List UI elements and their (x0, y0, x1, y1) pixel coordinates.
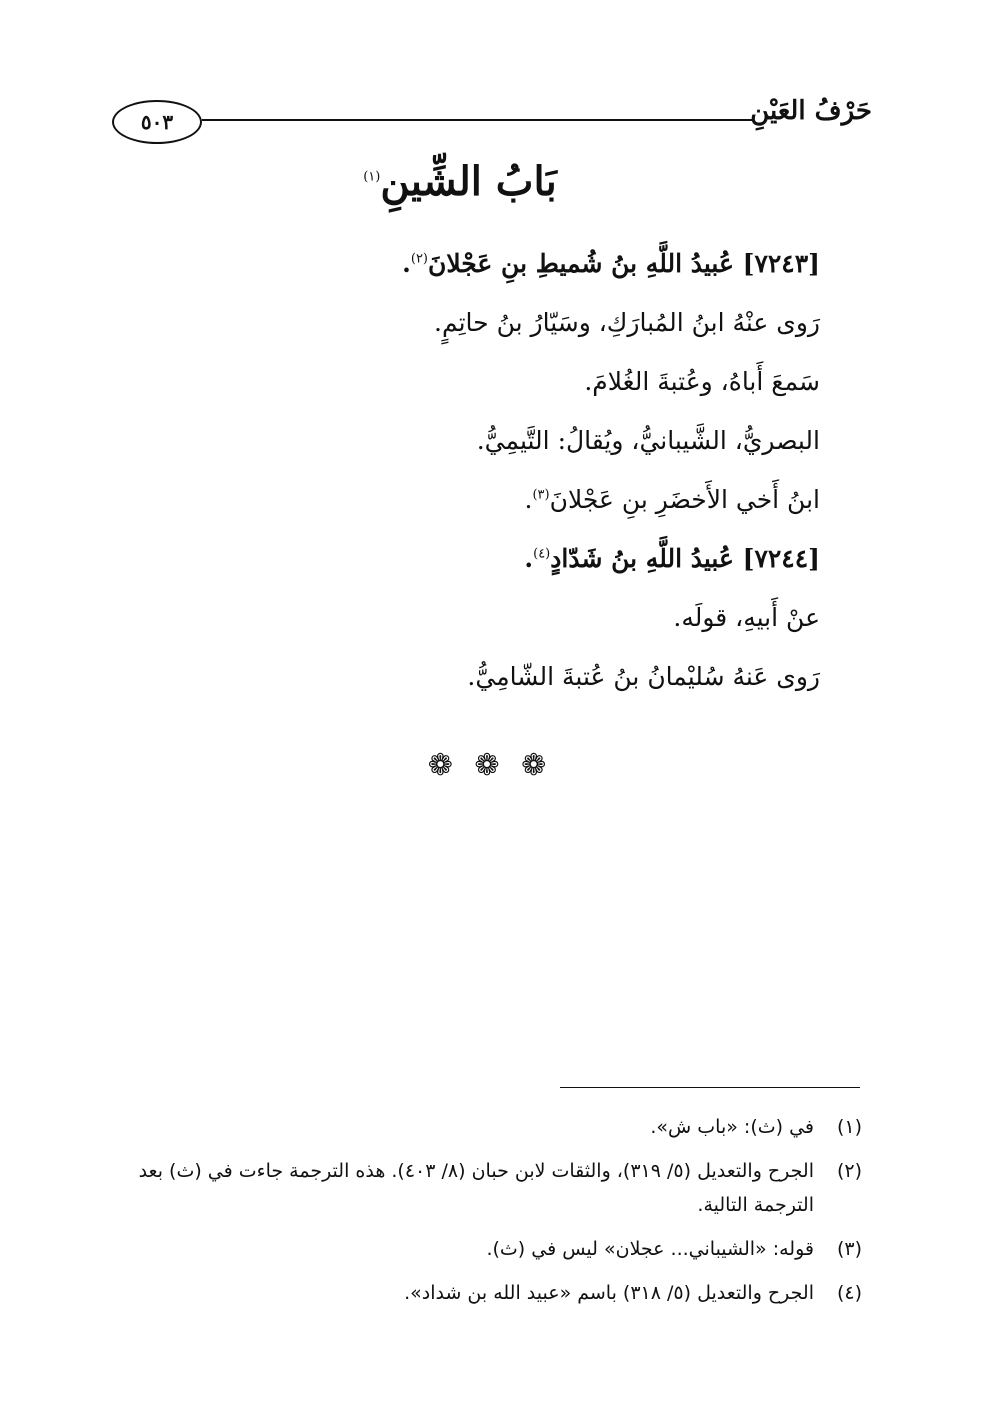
entry-suffix: . (524, 544, 534, 573)
footnote-text: الجرح والتعديل (٥/ ٣١٨) باسم «عبيد الله بن شداد». (404, 1282, 814, 1304)
footnote-1 (118, 1110, 862, 1144)
chapter-title (300, 158, 620, 205)
entry-heading-7243 (160, 244, 820, 303)
entry-number: [٧٢٤٣] (742, 249, 820, 278)
chapter-title-text: بَابُ الشِّينِ (380, 158, 557, 205)
footnote-number: (٢) (836, 1160, 862, 1182)
entry-heading-7244 (160, 539, 820, 598)
text-line: البصريُّ، الشَّيبانيُّ، ويُقالُ: التَّيمِيُّ. (476, 426, 820, 455)
footnote-ref[interactable]: (٢) (410, 251, 428, 267)
footnote-text: الجرح والتعديل (٥/ ٣١٩)، والثقات لابن حبان (٨/ ٤٠٣). هذه الترجمة جاءت في (ث) بعد الترجمة التالية. (138, 1160, 814, 1216)
footnote-ref[interactable]: (٣) (532, 487, 550, 503)
text-line: عنْ أَبيهِ، قولَه. (673, 603, 820, 632)
footnote-number: (١) (836, 1116, 862, 1138)
footnote-text: في (ث): «باب ش». (650, 1116, 814, 1138)
footnote-separator (560, 1087, 860, 1088)
text-line-with-ref (160, 480, 820, 539)
footnotes (118, 1110, 862, 1320)
footnote-2 (118, 1154, 862, 1222)
header-title: حَرْفُ العَيْنِ (750, 96, 872, 126)
body-text (160, 244, 820, 716)
page-number-badge (112, 100, 202, 144)
entry-name: عُبيدُ اللَّهِ بنُ شَدّادٍ (550, 544, 734, 573)
footnote-number: (٤) (836, 1282, 862, 1304)
entry-name: عُبيدُ اللَّهِ بنُ شُميطِ بنِ عَجْلانَ (428, 249, 734, 278)
footnote-ref[interactable]: (٤) (533, 546, 551, 562)
text-line: رَوى عَنهُ سُليْمانُ بنُ عُتبةَ الشّامِيُّ. (467, 662, 820, 691)
running-header (112, 92, 872, 152)
page-number: ٥٠٣ (140, 110, 174, 134)
text-line: رَوى عنْهُ ابنُ المُبارَكِ، وسَيّارُ بنُ حاتِمٍ. (434, 308, 820, 337)
footnote-number: (٣) (836, 1238, 862, 1260)
header-rule (202, 119, 752, 121)
line-text: ابنُ أَخي الأَخضَرِ بنِ عَجْلانَ (549, 485, 820, 514)
text-line: سَمعَ أَباهُ، وعُتبةَ الغُلامَ. (584, 367, 820, 396)
footnote-4 (118, 1276, 862, 1310)
section-ornament-icon: ❁ ❁ ❁ (427, 748, 553, 783)
footnote-text: قوله: «الشيباني... عجلان» ليس في (ث). (486, 1238, 814, 1260)
line-suffix: . (524, 485, 533, 514)
chapter-footnote-ref[interactable]: (١) (363, 169, 381, 185)
footnote-3 (118, 1232, 862, 1266)
entry-suffix: . (402, 249, 411, 278)
entry-number: [٧٢٤٤] (742, 544, 820, 573)
